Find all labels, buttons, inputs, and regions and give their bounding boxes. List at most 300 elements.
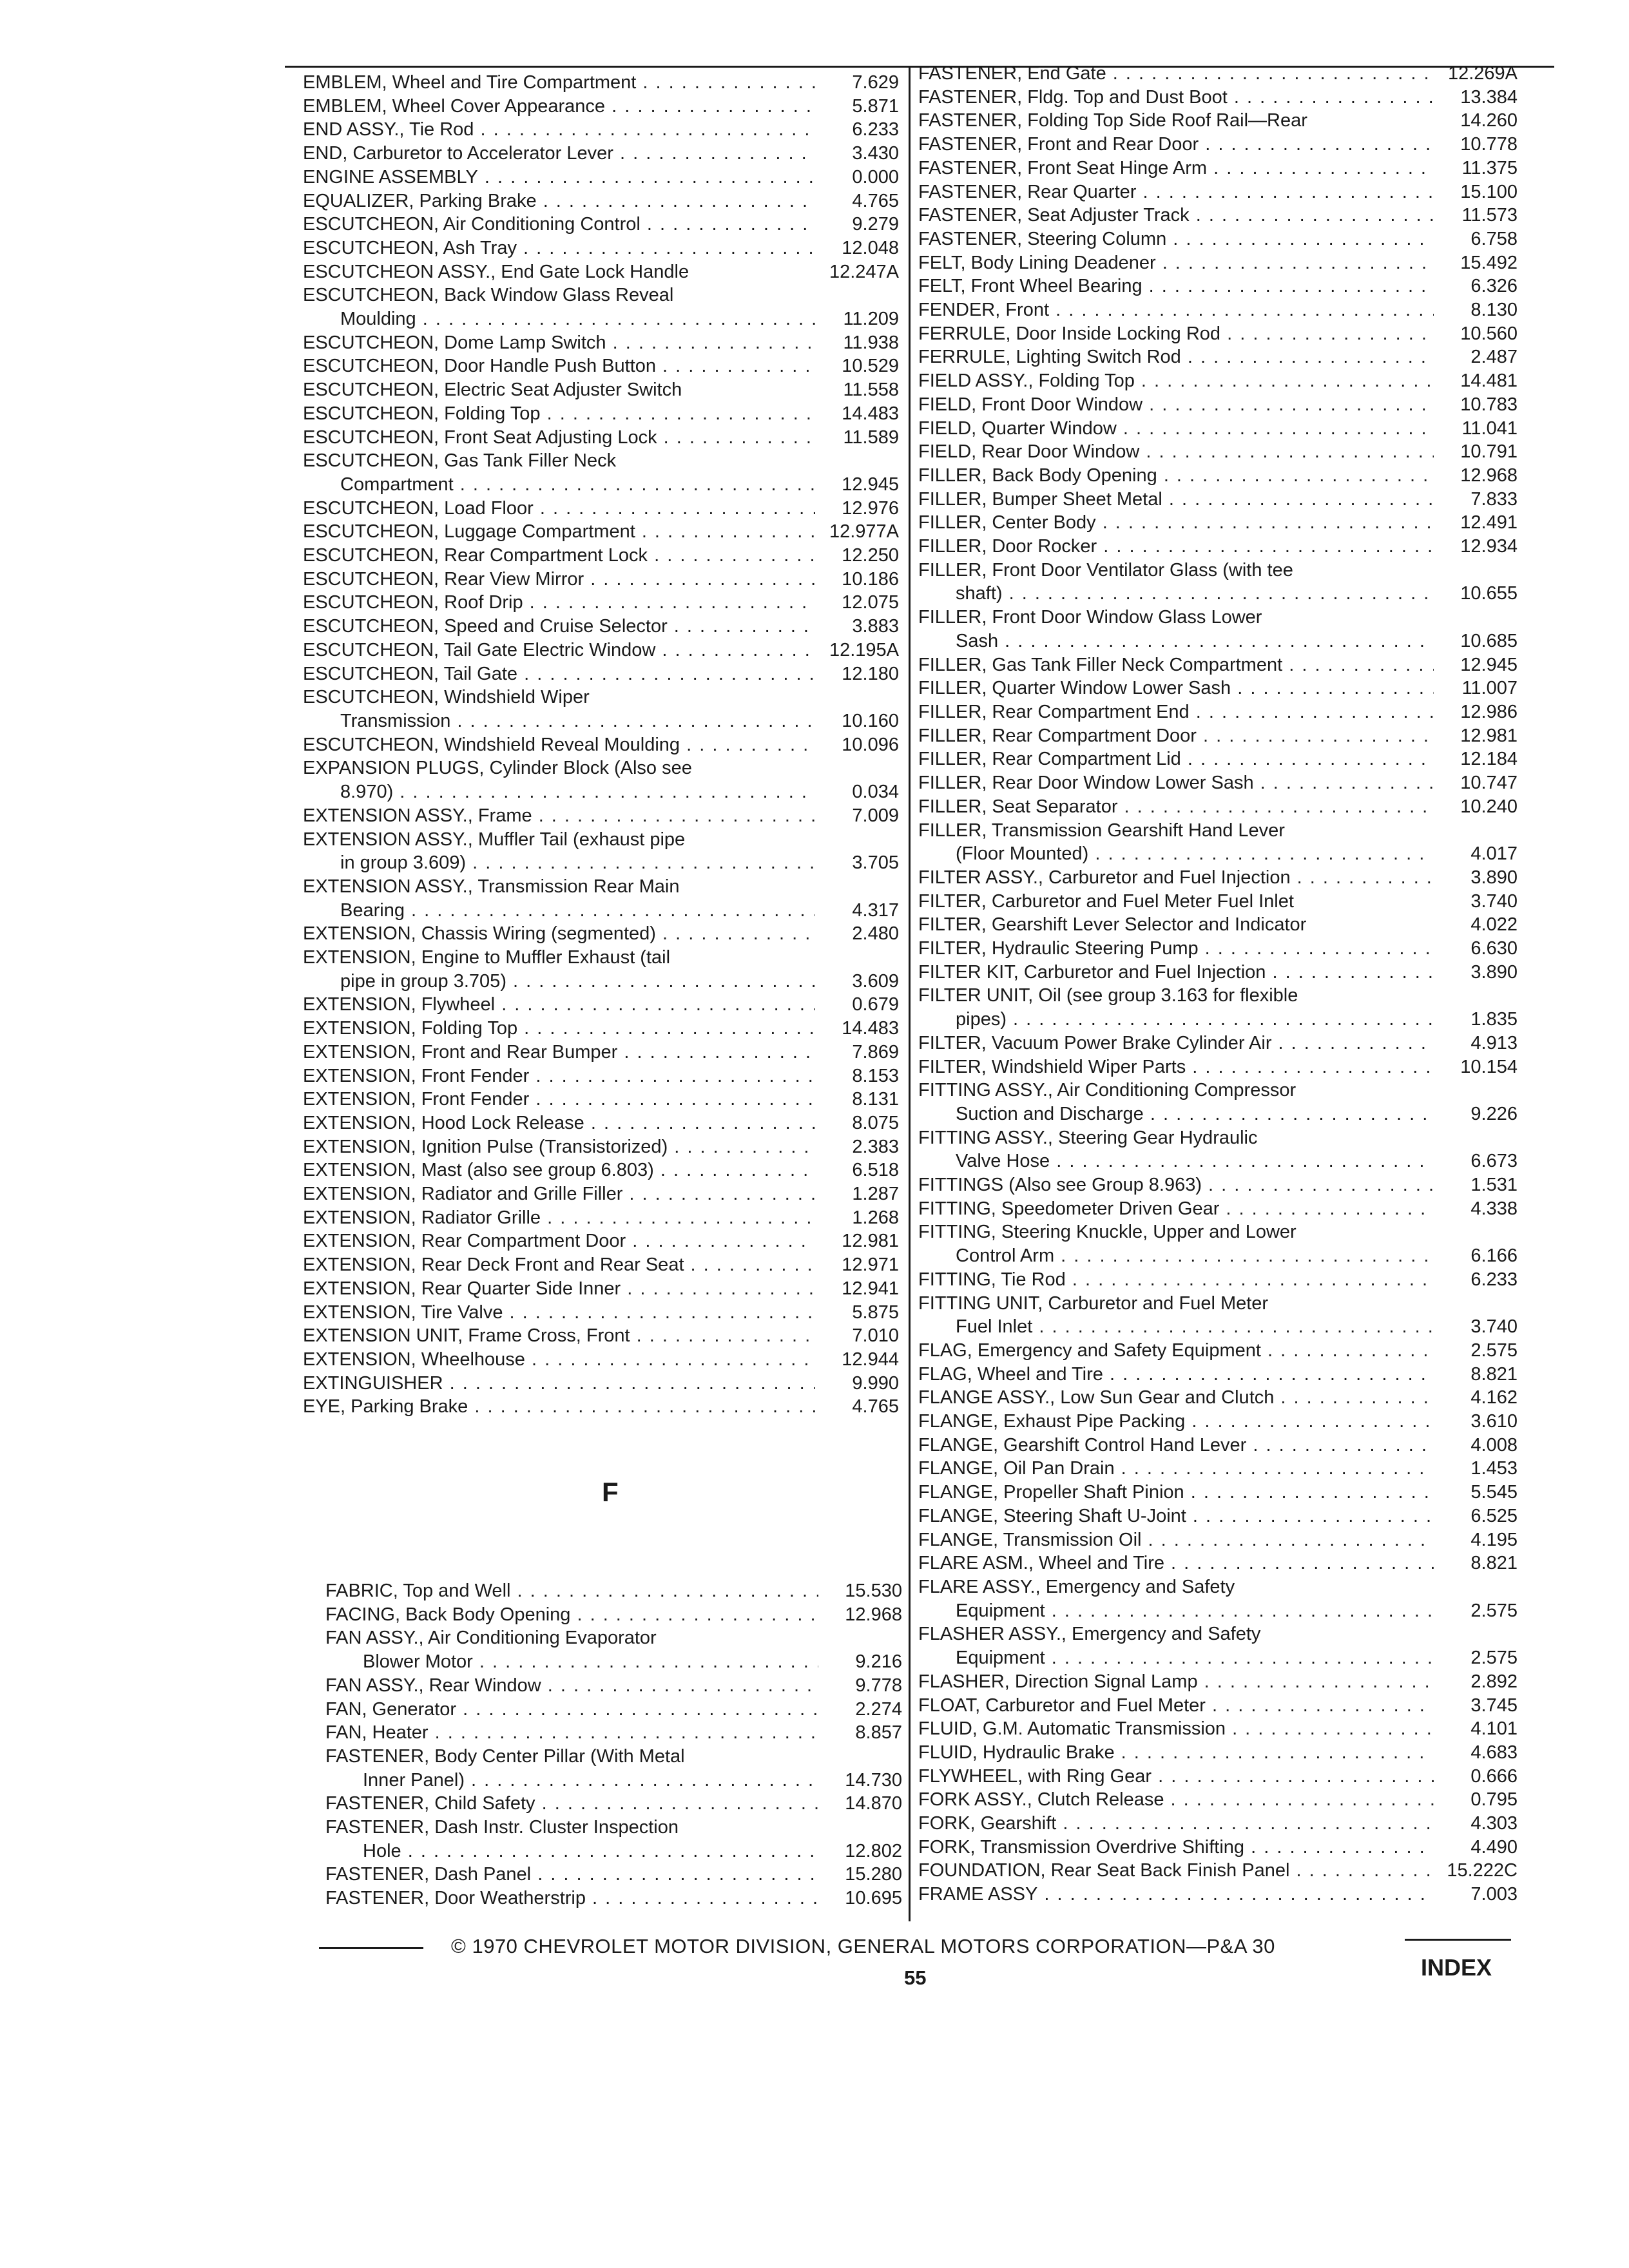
index-entry-reference: 8.075 xyxy=(852,1112,899,1133)
index-entry-reference: 3.740 xyxy=(1470,1316,1518,1338)
index-entry-reference: 5.875 xyxy=(852,1302,899,1323)
index-entry xyxy=(303,1324,899,1348)
index-entry xyxy=(303,1372,899,1396)
index-entry-text: 8.970) xyxy=(340,782,394,803)
index-entry-reference: 12.250 xyxy=(842,545,899,566)
index-entry-text: FILLER, Door Rocker xyxy=(918,536,1097,557)
index-entry-reference: 9.279 xyxy=(852,214,899,235)
index-entry-heading: EXPANSION PLUGS, Cylinder Block (Also see xyxy=(303,758,692,779)
index-entry-text: EMBLEM, Wheel Cover Appearance xyxy=(303,95,606,117)
index-entry-text: FENDER, Front xyxy=(918,300,1050,321)
index-entry xyxy=(303,95,899,119)
index-entry-reference: 10.529 xyxy=(842,356,899,377)
index-entry xyxy=(303,449,899,496)
index-entry-reference: 2.487 xyxy=(1470,347,1518,368)
index-entry xyxy=(303,804,899,828)
index-entry-reference: 10.655 xyxy=(1460,583,1518,604)
index-entry-text: FILLER, Rear Door Window Lower Sash xyxy=(918,773,1254,794)
index-entry-text: FAN, Generator xyxy=(325,1698,457,1720)
index-entry xyxy=(918,62,1518,86)
index-entry xyxy=(303,662,899,686)
index-entry-reference: 12.981 xyxy=(1460,725,1518,746)
index-entry xyxy=(303,213,899,236)
index-entry xyxy=(918,1410,1518,1434)
index-entry-heading: EXTENSION ASSY., Transmission Rear Main xyxy=(303,876,680,897)
index-entry xyxy=(918,535,1518,559)
index-entry-heading: FITTING ASSY., Air Conditioning Compressor xyxy=(918,1080,1296,1101)
page-number: 55 xyxy=(904,1966,927,1989)
index-entry-heading: ESCUTCHEON, Back Window Glass Reveal xyxy=(303,285,674,306)
index-entry xyxy=(918,1575,1518,1622)
index-entry xyxy=(303,354,899,378)
index-entry xyxy=(303,756,899,803)
index-entry-heading: EXTENSION, Engine to Muffler Exhaust (tail xyxy=(303,947,671,968)
index-entry xyxy=(918,345,1518,369)
index-entry-text: ESCUTCHEON, Rear Compartment Lock xyxy=(303,545,648,566)
index-entry xyxy=(918,1694,1518,1718)
index-entry-text: FILTER, Gearshift Lever Selector and Indicator xyxy=(918,914,1307,936)
index-entry xyxy=(303,284,899,331)
index-entry-reference: 14.483 xyxy=(842,1018,899,1039)
index-entry xyxy=(303,71,899,95)
index-entry xyxy=(918,1292,1518,1339)
index-entry-reference: 8.821 xyxy=(1470,1363,1518,1385)
index-entry xyxy=(303,1158,899,1182)
index-entry-text: FILTER, Hydraulic Steering Pump xyxy=(918,938,1199,959)
index-entry-text: EXTENSION, Chassis Wiring (segmented) xyxy=(303,923,656,945)
index-entry-text: FILTER KIT, Carburetor and Fuel Injection xyxy=(918,961,1266,983)
index-entry-reference: 10.096 xyxy=(842,734,899,755)
index-entry xyxy=(918,274,1518,298)
index-entry-text: FLUID, G.M. Automatic Transmission xyxy=(918,1718,1226,1740)
index-entry-reference: 12.195A xyxy=(829,639,899,660)
index-entry-reference: 14.870 xyxy=(845,1793,902,1814)
index-entry-text: EXTENSION, Tire Valve xyxy=(303,1302,503,1323)
index-entry-text: ESCUTCHEON, Rear View Mirror xyxy=(303,568,584,590)
index-entry-text: EQUALIZER, Parking Brake xyxy=(303,190,537,211)
index-entry-reference: 12.977A xyxy=(829,521,899,543)
index-entry xyxy=(918,866,1518,890)
index-entry-text: FLAG, Emergency and Safety Equipment xyxy=(918,1340,1261,1361)
index-entry xyxy=(303,1088,899,1111)
index-entry-text: FAN ASSY., Rear Window xyxy=(325,1675,541,1696)
index-entry-reference: 9.990 xyxy=(852,1372,899,1394)
index-entry-reference: 3.883 xyxy=(852,616,899,637)
index-entry-text: ESCUTCHEON, Door Handle Push Button xyxy=(303,356,656,377)
index-entry-text: FASTENER, Steering Column xyxy=(918,228,1167,249)
index-entry-text: EXTENSION, Folding Top xyxy=(303,1018,518,1039)
index-entry-text: EXTENSION, Front Fender xyxy=(303,1065,530,1086)
index-entry-text: in group 3.609) xyxy=(340,852,467,874)
index-entry-text: Moulding xyxy=(340,309,416,330)
index-entry-text: FAN, Heater xyxy=(325,1722,429,1744)
index-entry xyxy=(918,984,1518,1031)
section-index-label: INDEX xyxy=(1421,1954,1492,1981)
index-entry-reference: 10.685 xyxy=(1460,630,1518,651)
index-entry xyxy=(303,166,899,189)
index-entry-text: FILLER, Center Body xyxy=(918,512,1096,533)
index-entry-text: EXTENSION, Wheelhouse xyxy=(303,1349,525,1370)
index-entry-reference: 4.195 xyxy=(1470,1529,1518,1550)
index-entry-text: FLANGE, Gearshift Control Hand Lever xyxy=(918,1434,1247,1456)
index-entry-reference: 14.730 xyxy=(845,1769,902,1791)
index-entry xyxy=(303,1348,899,1372)
index-entry-text: FORK, Gearshift xyxy=(918,1813,1057,1834)
index-entry-reference: 12.968 xyxy=(1460,465,1518,486)
index-entry-text: FORK ASSY., Clutch Release xyxy=(918,1789,1164,1811)
index-entry xyxy=(303,1017,899,1041)
index-entry xyxy=(918,653,1518,677)
index-entry xyxy=(918,298,1518,322)
index-entry xyxy=(918,488,1518,512)
index-entry-text: Equipment xyxy=(956,1648,1045,1669)
index-entry xyxy=(325,1721,902,1745)
index-entry-text: FIELD, Quarter Window xyxy=(918,418,1117,439)
index-entry-text: FILTER, Vacuum Power Brake Cylinder Air xyxy=(918,1032,1272,1053)
index-entry xyxy=(918,700,1518,724)
index-entry-reference: 11.573 xyxy=(1461,205,1518,226)
index-entry xyxy=(325,1863,902,1887)
index-entry xyxy=(918,1363,1518,1387)
index-entry xyxy=(303,946,899,993)
index-entry xyxy=(303,378,899,402)
index-entry-heading: FLARE ASSY., Emergency and Safety xyxy=(918,1577,1235,1597)
index-entry xyxy=(918,157,1518,180)
index-entry-text: FLANGE ASSY., Low Sun Gear and Clutch xyxy=(918,1387,1275,1408)
index-entry xyxy=(303,1301,899,1325)
index-entry-reference: 4.338 xyxy=(1470,1198,1518,1219)
index-entry-heading: FITTING ASSY., Steering Gear Hydraulic xyxy=(918,1127,1258,1148)
index-entry xyxy=(918,204,1518,227)
index-entry xyxy=(918,1670,1518,1694)
index-entry-text: FILLER, Rear Compartment Door xyxy=(918,725,1197,746)
index-entry-reference: 4.765 xyxy=(852,190,899,211)
index-entry-reference: 4.765 xyxy=(852,1396,899,1418)
index-entry xyxy=(303,1182,899,1206)
index-entry-heading: FILLER, Front Door Ventilator Glass (with tee xyxy=(918,559,1293,581)
index-entry-reference: 13.384 xyxy=(1460,86,1518,108)
index-entry xyxy=(918,937,1518,961)
index-entry-heading: EXTENSION ASSY., Muffler Tail (exhaust pipe xyxy=(303,829,686,850)
index-entry xyxy=(325,1792,902,1816)
index-entry-heading: FITTING UNIT, Carburetor and Fuel Meter xyxy=(918,1293,1269,1314)
index-entry-text: EXTENSION, Mast (also see group 6.803) xyxy=(303,1160,654,1181)
index-entry xyxy=(918,1504,1518,1528)
index-entry xyxy=(918,227,1518,251)
index-entry-text: EXTINGUISHER xyxy=(303,1372,443,1394)
index-entry-text: FASTENER, Front Seat Hinge Arm xyxy=(918,157,1208,178)
index-entry xyxy=(918,1434,1518,1457)
index-entry-text: FORK, Transmission Overdrive Shifting xyxy=(918,1836,1245,1858)
index-entry-reference: 9.216 xyxy=(855,1651,902,1673)
index-entry-text: ESCUTCHEON ASSY., End Gate Lock Handle xyxy=(303,261,689,282)
index-entry-text: FOUNDATION, Rear Seat Back Finish Panel xyxy=(918,1860,1290,1881)
index-entry-reference: 5.871 xyxy=(852,95,899,117)
index-entry-reference: 15.280 xyxy=(845,1864,902,1885)
index-entry-text: FILLER, Bumper Sheet Metal xyxy=(918,488,1162,510)
index-entry xyxy=(918,109,1518,133)
index-entry-reference: 11.209 xyxy=(843,309,899,330)
index-entry-text: FERRULE, Door Inside Locking Rod xyxy=(918,323,1221,344)
index-entry-reference: 6.630 xyxy=(1470,938,1518,959)
index-entry-reference: 9.778 xyxy=(855,1675,902,1696)
index-entry-reference: 12.180 xyxy=(842,663,899,684)
index-entry-reference: 0.795 xyxy=(1470,1789,1518,1811)
index-entry-text: FASTENER, Front and Rear Door xyxy=(918,134,1199,155)
index-entry-reference: 12.075 xyxy=(842,592,899,613)
index-entry-text: FLANGE, Transmission Oil xyxy=(918,1529,1142,1550)
index-entry-reference: 7.010 xyxy=(852,1325,899,1347)
index-entry xyxy=(918,1812,1518,1836)
index-entry xyxy=(918,1386,1518,1410)
index-entry xyxy=(918,890,1518,914)
index-entry-text: FILTER ASSY., Carburetor and Fuel Injection xyxy=(918,867,1291,888)
index-entry-text: FASTENER, Fldg. Top and Dust Boot xyxy=(918,86,1228,108)
index-entry-reference: 8.130 xyxy=(1470,300,1518,321)
index-entry-reference: 10.160 xyxy=(842,710,899,731)
index-entry xyxy=(918,1220,1518,1267)
index-entry-text: Transmission xyxy=(340,710,451,731)
index-entry-text: FLOAT, Carburetor and Fuel Meter xyxy=(918,1695,1206,1716)
index-entry-reference: 12.976 xyxy=(842,497,899,519)
index-entry-reference: 3.610 xyxy=(1470,1411,1518,1432)
index-entry-heading: FASTENER, Body Center Pillar (With Metal xyxy=(325,1745,685,1767)
index-entry-reference: 10.154 xyxy=(1460,1056,1518,1077)
index-entry xyxy=(303,875,899,922)
index-entry xyxy=(918,913,1518,937)
index-entry-heading: FILTER UNIT, Oil (see group 3.163 for flexible xyxy=(918,985,1298,1006)
index-entry xyxy=(918,559,1518,606)
index-entry xyxy=(918,322,1518,346)
index-entry xyxy=(325,1674,902,1698)
index-entry-reference: 4.317 xyxy=(852,899,899,921)
index-entry-text: ESCUTCHEON, Dome Lamp Switch xyxy=(303,332,606,353)
index-entry xyxy=(918,1173,1518,1197)
index-entry-text: FIELD ASSY., Folding Top xyxy=(918,370,1135,392)
index-entry xyxy=(918,1481,1518,1504)
index-entry-text: FIELD, Rear Door Window xyxy=(918,441,1140,463)
index-entry-reference: 6.166 xyxy=(1470,1245,1518,1267)
column-divider xyxy=(909,66,911,1921)
index-entry xyxy=(918,1741,1518,1765)
index-entry-reference: 6.233 xyxy=(1470,1269,1518,1290)
index-entry-reference: 6.518 xyxy=(852,1160,899,1181)
index-entry-reference: 10.695 xyxy=(845,1888,902,1909)
index-entry xyxy=(303,639,899,662)
index-entry xyxy=(303,591,899,615)
index-entry-reference: 1.835 xyxy=(1470,1009,1518,1030)
index-entry xyxy=(918,1528,1518,1552)
index-entry xyxy=(918,511,1518,535)
index-entry-heading: FLASHER ASSY., Emergency and Safety xyxy=(918,1624,1261,1645)
index-entry xyxy=(303,426,899,450)
index-entry-reference: 0.666 xyxy=(1470,1765,1518,1787)
index-entry-text: EXTENSION, Front Fender xyxy=(303,1089,530,1110)
index-entry-text: ESCUTCHEON, Ash Tray xyxy=(303,237,517,258)
index-entry-reference: 7.003 xyxy=(1470,1884,1518,1905)
index-entry xyxy=(303,544,899,568)
index-entry-text: ESCUTCHEON, Folding Top xyxy=(303,403,541,424)
index-entry xyxy=(325,1626,902,1673)
index-entry-reference: 12.184 xyxy=(1460,749,1518,770)
index-entry-text: Hole xyxy=(363,1840,401,1861)
index-entry xyxy=(303,1064,899,1088)
index-entry-reference: 14.481 xyxy=(1460,370,1518,392)
index-entry-reference: 12.944 xyxy=(842,1349,899,1370)
index-entry xyxy=(303,189,899,213)
index-entry-reference: 0.034 xyxy=(852,782,899,803)
index-entry-text: ESCUTCHEON, Speed and Cruise Selector xyxy=(303,616,668,637)
index-entry-reference: 2.575 xyxy=(1470,1600,1518,1621)
index-entry xyxy=(918,86,1518,110)
index-entry xyxy=(325,1698,902,1722)
index-entry-text: Blower Motor xyxy=(363,1651,473,1673)
index-entry-reference: 15.100 xyxy=(1460,181,1518,202)
index-entry-text: FELT, Front Wheel Bearing xyxy=(918,276,1142,297)
index-entry-reference: 6.673 xyxy=(1470,1151,1518,1172)
index-entry xyxy=(918,819,1518,866)
index-entry-text: Compartment xyxy=(340,474,454,495)
index-entry-text: Equipment xyxy=(956,1600,1045,1621)
index-entry xyxy=(918,1126,1518,1173)
index-entry xyxy=(918,747,1518,771)
index-entry-reference: 6.758 xyxy=(1470,228,1518,249)
index-entry-text: FILLER, Rear Compartment End xyxy=(918,701,1190,722)
index-entry xyxy=(918,180,1518,204)
index-entry xyxy=(918,795,1518,819)
index-entry xyxy=(918,417,1518,441)
index-entry-reference: 10.560 xyxy=(1460,323,1518,344)
index-entry xyxy=(303,993,899,1017)
index-entry xyxy=(303,1395,899,1419)
index-entry-text: FERRULE, Lighting Switch Rod xyxy=(918,347,1181,368)
index-column-left-f xyxy=(325,1579,902,1910)
index-entry-text: EXTENSION, Hood Lock Release xyxy=(303,1112,584,1133)
index-entry-text: FILLER, Back Body Opening xyxy=(918,465,1157,486)
index-entry-reference: 4.303 xyxy=(1470,1813,1518,1834)
index-entry-text: FABRIC, Top and Well xyxy=(325,1581,511,1601)
index-entry xyxy=(303,118,899,142)
index-entry xyxy=(325,1579,902,1603)
index-entry-reference: 9.226 xyxy=(1470,1103,1518,1124)
index-entry xyxy=(303,1277,899,1301)
index-entry xyxy=(918,369,1518,393)
index-entry xyxy=(303,1111,899,1135)
index-entry-reference: 11.558 xyxy=(843,380,899,401)
index-entry-text: ESCUTCHEON, Tail Gate xyxy=(303,663,518,684)
index-entry-reference: 2.274 xyxy=(855,1698,902,1720)
index-entry-text: ESCUTCHEON, Windshield Reveal Moulding xyxy=(303,734,680,755)
index-entry-reference: 2.575 xyxy=(1470,1648,1518,1669)
index-entry-text: EXTENSION, Radiator and Grille Filler xyxy=(303,1184,623,1205)
index-entry-text: FLAG, Wheel and Tire xyxy=(918,1363,1103,1385)
index-entry-reference: 12.971 xyxy=(842,1254,899,1276)
index-entry-reference: 12.247A xyxy=(829,261,899,282)
index-entry-reference: 10.783 xyxy=(1460,394,1518,415)
index-entry-reference: 2.575 xyxy=(1470,1340,1518,1361)
index-entry-reference: 3.609 xyxy=(852,970,899,992)
index-entry-reference: 11.007 xyxy=(1461,678,1518,699)
index-entry-reference: 0.679 xyxy=(852,994,899,1015)
index-entry-reference: 11.589 xyxy=(843,427,899,448)
index-entry-reference: 8.153 xyxy=(852,1065,899,1086)
index-entry-text: EXTENSION, Rear Quarter Side Inner xyxy=(303,1278,621,1299)
index-entry xyxy=(918,1788,1518,1812)
index-entry-reference: 15.492 xyxy=(1460,252,1518,273)
index-entry-text: FILLER, Seat Separator xyxy=(918,796,1118,817)
index-entry-text: ESCUTCHEON, Load Floor xyxy=(303,497,534,519)
index-entry-reference: 12.048 xyxy=(842,237,899,258)
index-entry-reference: 12.491 xyxy=(1460,512,1518,533)
index-entry-reference: 12.802 xyxy=(845,1840,902,1861)
index-entry xyxy=(303,497,899,521)
index-entry-reference: 4.490 xyxy=(1470,1836,1518,1858)
index-entry-text: Inner Panel) xyxy=(363,1769,465,1791)
index-entry-reference: 1.268 xyxy=(852,1207,899,1228)
index-entry-text: FLARE ASM., Wheel and Tire xyxy=(918,1553,1164,1574)
index-entry-reference: 12.934 xyxy=(1460,536,1518,557)
index-entry xyxy=(918,1622,1518,1669)
index-entry-reference: 2.383 xyxy=(852,1136,899,1157)
index-entry-reference: 10.240 xyxy=(1460,796,1518,817)
index-entry-reference: 8.857 xyxy=(855,1722,902,1744)
index-entry-text: FITTINGS (Also see Group 8.963) xyxy=(918,1175,1202,1196)
index-entry-reference: 0.000 xyxy=(852,166,899,187)
index-entry-reference: 12.968 xyxy=(845,1604,902,1625)
index-entry xyxy=(918,393,1518,417)
index-entry-text: FLANGE, Exhaust Pipe Packing xyxy=(918,1411,1186,1432)
index-entry-text: FILLER, Gas Tank Filler Neck Compartment xyxy=(918,654,1283,675)
index-entry-reference: 1.287 xyxy=(852,1184,899,1205)
index-entry xyxy=(918,771,1518,795)
index-entry-text: FLUID, Hydraulic Brake xyxy=(918,1742,1115,1763)
index-entry-reference: 12.981 xyxy=(842,1231,899,1252)
index-entry-text: ESCUTCHEON, Luggage Compartment xyxy=(303,521,635,543)
index-entry-reference: 8.821 xyxy=(1470,1553,1518,1574)
footer-rule-left xyxy=(319,1947,423,1949)
index-entry-reference: 6.326 xyxy=(1470,276,1518,297)
index-entry-reference: 4.913 xyxy=(1470,1032,1518,1053)
index-entry-text: END, Carburetor to Accelerator Lever xyxy=(303,143,613,164)
index-entry xyxy=(918,440,1518,464)
index-entry xyxy=(303,615,899,639)
index-entry-reference: 8.131 xyxy=(852,1089,899,1110)
index-entry-heading: FITTING, Steering Knuckle, Upper and Lower xyxy=(918,1222,1296,1243)
index-entry xyxy=(918,1765,1518,1789)
index-entry-text: FILTER, Windshield Wiper Parts xyxy=(918,1056,1186,1077)
index-entry-text: FIELD, Front Door Window xyxy=(918,394,1143,415)
index-entry-text: FASTENER, Door Weatherstrip xyxy=(325,1888,586,1909)
index-entry xyxy=(303,828,899,875)
index-entry-text: ESCUTCHEON, Tail Gate Electric Window xyxy=(303,639,656,660)
index-entry-heading: FAN ASSY., Air Conditioning Evaporator xyxy=(325,1628,657,1649)
index-entry-reference: 4.017 xyxy=(1470,843,1518,865)
index-entry xyxy=(918,961,1518,985)
index-entry xyxy=(918,1055,1518,1079)
index-entry-text: shaft) xyxy=(956,583,1003,604)
index-entry-reference: 3.890 xyxy=(1470,867,1518,888)
index-entry-reference: 1.453 xyxy=(1470,1458,1518,1479)
index-entry-reference: 3.430 xyxy=(852,143,899,164)
index-entry-reference: 12.945 xyxy=(1460,654,1518,675)
index-entry-text: Valve Hose xyxy=(956,1151,1050,1172)
index-entry-reference: 11.938 xyxy=(843,332,899,353)
index-entry-text: Sash xyxy=(956,630,999,651)
index-entry xyxy=(325,1887,902,1910)
index-entry-text: Bearing xyxy=(340,899,405,921)
index-column-left xyxy=(303,71,899,1419)
index-entry-text: FILTER, Carburetor and Fuel Meter Fuel Inlet xyxy=(918,890,1294,912)
